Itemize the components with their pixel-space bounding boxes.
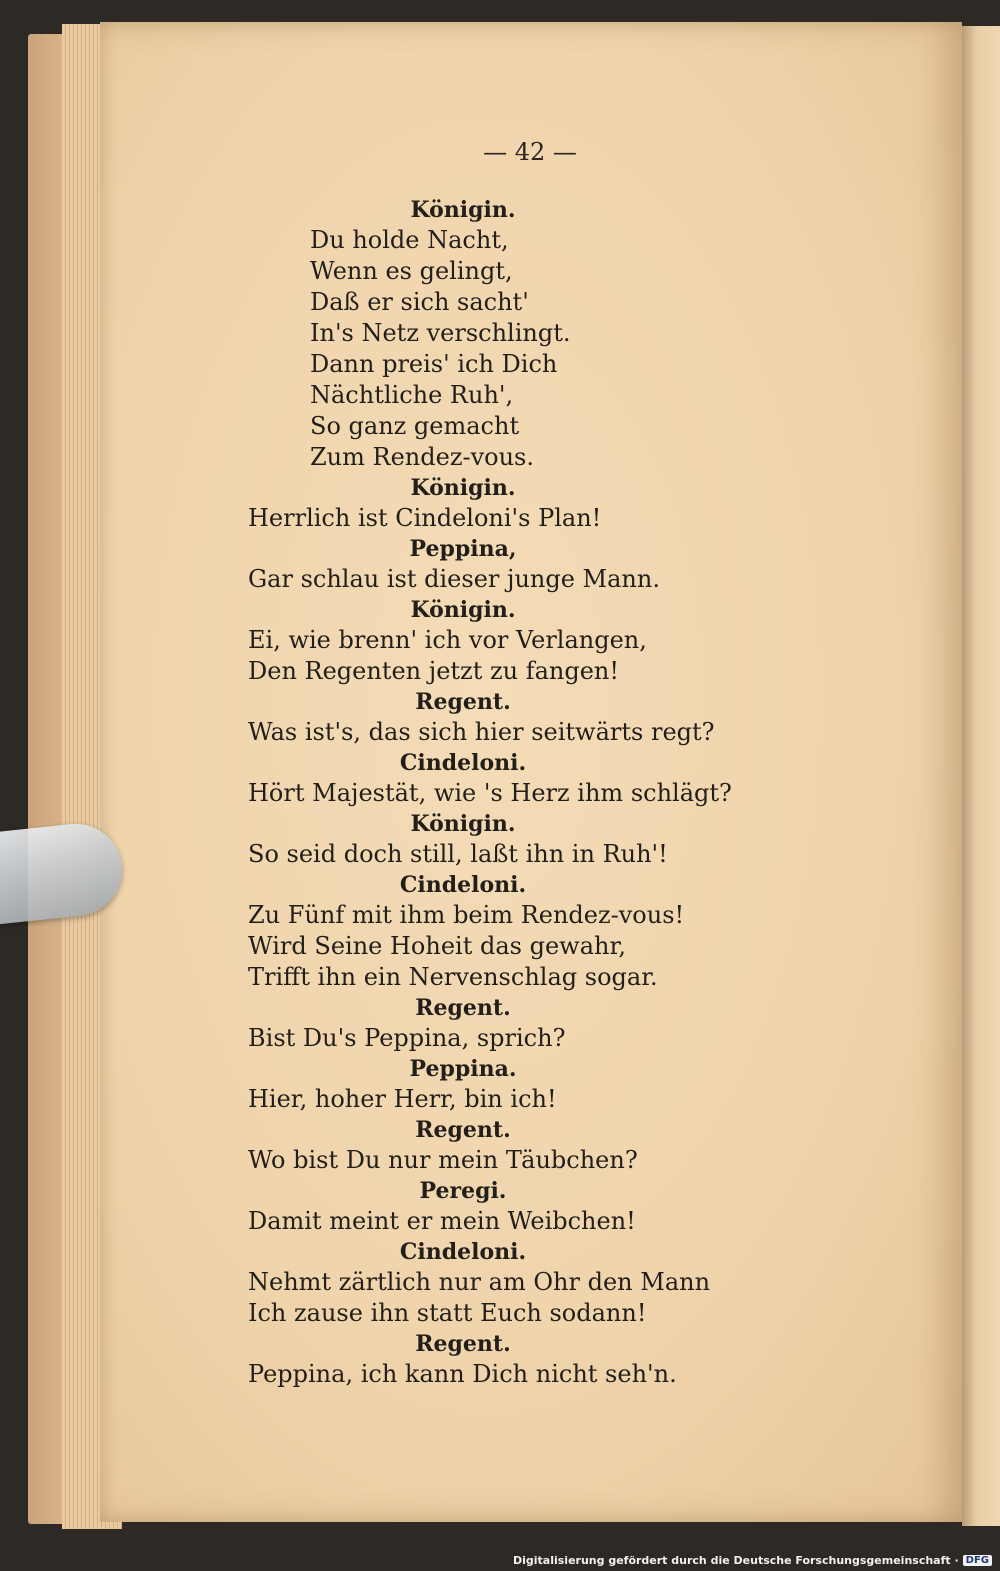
verse-line: Wird Seine Hoheit das gewahr, [248, 932, 626, 960]
dialogue-block [248, 473, 708, 534]
verse-line: Wo bist Du nur mein Täubchen? [248, 1146, 638, 1174]
dialogue-block [248, 1115, 708, 1176]
speaker-name: Cindeloni. [399, 750, 527, 776]
dialogue-block [248, 195, 708, 473]
speaker-name: Cindeloni. [399, 872, 527, 898]
dialogue-block [248, 993, 708, 1054]
speaker-name: Königin. [410, 811, 516, 837]
speaker-name: Peregi. [419, 1178, 507, 1204]
verse-line: Ich zause ihn statt Euch sodann! [248, 1299, 647, 1327]
speaker-name: Regent. [415, 689, 511, 715]
libretto-text [248, 195, 732, 1390]
verse-line: Nächtliche Ruh', [310, 381, 514, 409]
dialogue-block [248, 1329, 708, 1390]
verse-line: Damit meint er mein Weibchen! [248, 1207, 636, 1235]
speaker-name: Königin. [410, 597, 516, 623]
page-number: — 42 — [483, 138, 577, 166]
dialogue-block [248, 1054, 708, 1115]
dialogue-block [248, 1237, 711, 1329]
verse-line: Trifft ihn ein Nervenschlag sogar. [248, 963, 658, 991]
verse-line: Zum Rendez-vous. [310, 443, 534, 471]
verse-line: So ganz gemacht [310, 412, 520, 440]
speaker-name: Königin. [410, 197, 516, 223]
verse-line: Nehmt zärtlich nur am Ohr den Mann [248, 1268, 711, 1296]
dialogue-block [248, 748, 732, 809]
verse-line: Hört Majestät, wie 's Herz ihm schlägt? [248, 779, 732, 807]
dialogue-block [248, 595, 708, 687]
footer-credit-text: Digitalisierung gefördert durch die Deutsche Forschungsgemeinschaft · [512, 1554, 959, 1567]
verse-line: So seid doch still, laßt ihn in Ruh'! [248, 840, 668, 868]
speaker-name: Regent. [415, 1331, 511, 1357]
verse-line: In's Netz verschlingt. [310, 319, 571, 347]
verse-line: Bist Du's Peppina, sprich? [248, 1024, 566, 1052]
verse-line: Herrlich ist Cindeloni's Plan! [248, 504, 602, 532]
verse-line: Dann preis' ich Dich [310, 350, 558, 378]
verse-line: Hier, hoher Herr, bin ich! [248, 1085, 557, 1113]
verse-line: Du holde Nacht, [310, 226, 509, 254]
verse-line: Ei, wie brenn' ich vor Verlangen, [248, 626, 647, 654]
verse-line: Den Regenten jetzt zu fangen! [248, 657, 620, 685]
dialogue-block [248, 1176, 708, 1237]
dialogue-block [248, 870, 708, 993]
dfg-logo: DFG [963, 1555, 992, 1566]
verse-line: Gar schlau ist dieser junge Mann. [248, 565, 660, 593]
dialogue-block [248, 687, 715, 748]
speaker-name: Cindeloni. [399, 1239, 527, 1265]
verse-line: Was ist's, das sich hier seitwärts regt? [248, 718, 715, 746]
speaker-name: Regent. [415, 1117, 511, 1143]
dialogue-block [248, 809, 708, 870]
speaker-name: Peppina, [409, 536, 517, 562]
verse-line: Wenn es gelingt, [310, 257, 513, 285]
speaker-name: Königin. [410, 475, 516, 501]
verse-line: Zu Fünf mit ihm beim Rendez-vous! [248, 901, 685, 929]
verse-line: Peppina, ich kann Dich nicht seh'n. [248, 1360, 677, 1388]
speaker-name: Peppina. [409, 1056, 517, 1082]
facing-page-edge [962, 26, 1000, 1526]
verse-line: Daß er sich sacht' [310, 288, 529, 316]
speaker-name: Regent. [415, 995, 511, 1021]
dialogue-block [248, 534, 708, 595]
footer-credit [513, 1554, 992, 1567]
